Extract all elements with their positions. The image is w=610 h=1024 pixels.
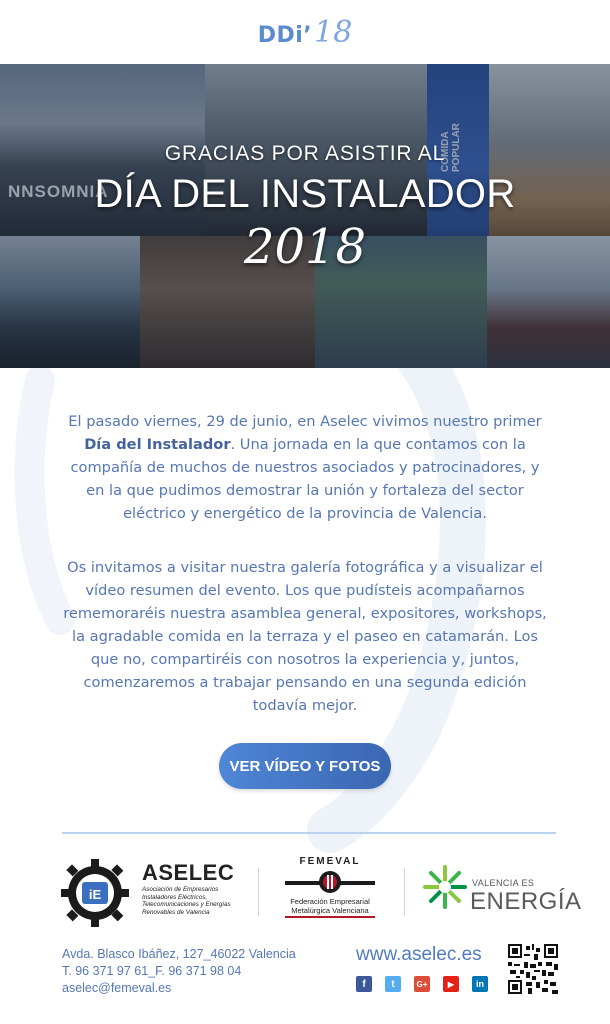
hero-title: DÍA DEL INSTALADOR	[94, 172, 516, 216]
femeval-underline	[285, 916, 375, 918]
ddi-logo	[258, 15, 353, 50]
watch-video-photos-button[interactable]: VER VÍDEO Y FOTOS	[219, 743, 391, 789]
valencia-es-text: VALENCIA ES	[472, 878, 535, 888]
ddi-logo-text: DDi’	[257, 22, 313, 48]
intro-text-start: El pasado viernes, 29 de junio, en Aselec vivimos nuestro primer	[68, 413, 542, 430]
femeval-description	[280, 897, 380, 915]
energia-text: ENERGÍA	[470, 888, 582, 915]
partner-logos	[0, 848, 610, 932]
youtube-icon[interactable]: ▶	[443, 976, 459, 992]
femeval-emblem-icon	[285, 869, 375, 895]
valencia-es-energia-logo[interactable]	[422, 862, 582, 922]
femeval-name: FEMEVAL	[299, 856, 361, 867]
femeval-description-line: Metalúrgica Valenciana	[291, 906, 369, 915]
hero-banner	[0, 64, 610, 368]
divider	[62, 832, 556, 834]
photo-sign-text: COMIDA POPULAR	[440, 123, 462, 172]
intro-text-bold: Día del Instalador	[84, 436, 231, 453]
address: Avda. Blasco Ibáñez, 127_46022 Valencia	[62, 947, 296, 961]
twitter-icon[interactable]: t	[385, 976, 401, 992]
hero-year: 2018	[243, 219, 367, 275]
aselec-name: ASELEC	[142, 860, 235, 885]
svg-text:iE: iE	[88, 887, 102, 902]
linkedin-icon[interactable]: in	[472, 976, 488, 992]
contact-info	[62, 946, 296, 997]
website-link[interactable]: www.aselec.es	[356, 944, 482, 965]
intro-paragraph	[60, 410, 550, 525]
qr-code-icon[interactable]	[508, 944, 558, 994]
energy-burst-icon	[422, 864, 468, 910]
hero-title-block	[0, 142, 610, 275]
hero-subtitle: GRACIAS POR ASISTIR AL	[164, 142, 446, 165]
aselec-description: Asociación de Empresarios Instaladores Eléctricos, Telecomunicaciones y Energías Renovables de Valencia	[142, 886, 231, 916]
photo-sign-text: NNSOMNIA	[8, 182, 109, 201]
aselec-gear-icon	[60, 858, 130, 928]
facebook-icon[interactable]: f	[356, 976, 372, 992]
ddi-logo-year: 18	[314, 14, 353, 50]
intro-text-end: . Una jornada en la que contamos con la compañía de muchos de nuestros asociados y patrocinadores, y en la que pudimos demostrar la unión y fortaleza del sector eléctrico y energético de la provincia de Valencia.	[70, 436, 540, 522]
invitation-paragraph: Os invitamos a visitar nuestra galería fotográfica y a visualizar el vídeo resumen del evento. Los que pudísteis acompañarnos rememoraréis nuestra asamblea general, expositores, workshops, la agradable comida en la terraza y el paseo en catamarán. Los que no, compartiréis con nosotros la experiencia y, juntos, comenzaremos a trabajar pensando en una segunda edición todavía mejor.	[63, 559, 547, 714]
google-plus-icon[interactable]: G+	[414, 976, 430, 992]
social-links	[356, 976, 488, 992]
aselec-logo[interactable]	[60, 852, 250, 930]
phone-fax: T. 96 371 97 61_F. 96 371 98 04	[62, 964, 242, 978]
logo-separator	[404, 868, 405, 916]
logo-separator	[258, 868, 259, 916]
header	[0, 0, 610, 64]
femeval-description-line: Federación Empresarial	[290, 897, 370, 906]
email-link[interactable]: aselec@femeval.es	[62, 981, 172, 995]
femeval-logo[interactable]	[280, 856, 380, 926]
